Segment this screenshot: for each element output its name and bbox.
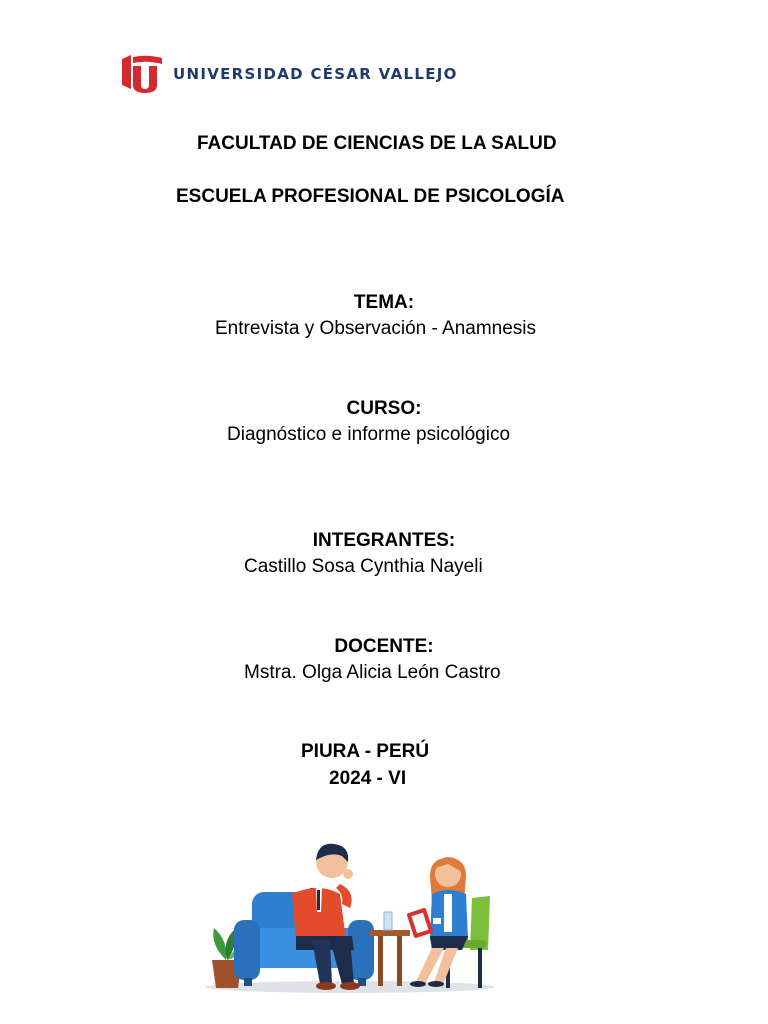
topic-label: TEMA: bbox=[353, 292, 415, 313]
therapy-session-illustration bbox=[200, 832, 500, 997]
faculty-title: FACULTAD DE CIENCIAS DE LA SALUD bbox=[197, 133, 557, 154]
topic-value: Entrevista y Observación - Anamnesis bbox=[215, 318, 537, 339]
university-logo bbox=[121, 54, 458, 94]
course-label: CURSO: bbox=[346, 398, 422, 419]
course-value: Diagnóstico e informe psicológico bbox=[227, 424, 511, 445]
teacher-label: DOCENTE: bbox=[334, 636, 434, 657]
therapist-icon bbox=[406, 857, 468, 987]
teacher-name: Mstra. Olga Alicia León Castro bbox=[244, 662, 501, 683]
school-title: ESCUELA PROFESIONAL DE PSICOLOGÍA bbox=[176, 186, 565, 207]
university-crest-icon bbox=[121, 55, 163, 93]
university-name: UNIVERSIDAD CÉSAR VALLEJO bbox=[173, 65, 458, 83]
member-name: Castillo Sosa Cynthia Nayeli bbox=[244, 556, 483, 577]
location-text: PIURA - PERÚ bbox=[301, 741, 430, 762]
members-label: INTEGRANTES: bbox=[312, 530, 456, 551]
table-icon bbox=[370, 912, 410, 986]
patient-icon bbox=[292, 844, 360, 990]
period-text: 2024 - VI bbox=[329, 768, 407, 789]
